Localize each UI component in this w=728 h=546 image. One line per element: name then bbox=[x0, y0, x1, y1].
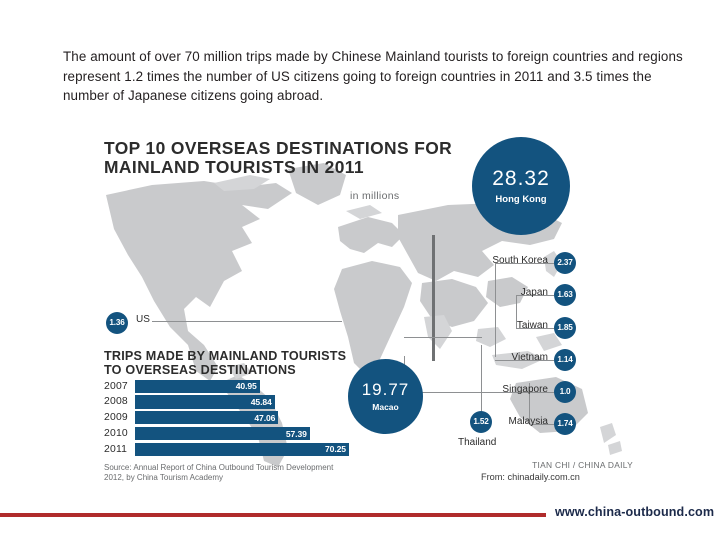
label-vietnam: Vietnam bbox=[511, 352, 548, 363]
footer-divider-rule bbox=[0, 513, 546, 517]
bar-label-2011: 2011 bbox=[104, 443, 128, 455]
bubble-taiwan bbox=[554, 317, 576, 339]
bubble-hong-kong-label: Hong Kong bbox=[495, 193, 547, 205]
bar-track-2009 bbox=[135, 411, 349, 424]
bubble-macao-value: 19.77 bbox=[361, 380, 410, 400]
connector-thailand-horizontal bbox=[404, 337, 482, 338]
bubble-taiwan-value: 1.85 bbox=[557, 322, 573, 332]
infographic-subtitle: in millions bbox=[350, 190, 400, 202]
bar-value-2010: 57.39 bbox=[285, 428, 307, 439]
bubble-malaysia bbox=[554, 413, 576, 435]
label-us: US bbox=[136, 314, 150, 325]
bar-value-2011: 70.25 bbox=[324, 444, 346, 455]
bar-track-2007 bbox=[135, 380, 349, 393]
bubble-us-value: 1.36 bbox=[109, 317, 125, 327]
bubble-vietnam-value: 1.14 bbox=[557, 354, 573, 364]
bubble-singapore bbox=[554, 381, 576, 403]
bar-fill-2009 bbox=[135, 411, 278, 424]
footer-website-url: www.china-outbound.com bbox=[555, 505, 715, 519]
bar-value-2008: 45.84 bbox=[250, 396, 272, 407]
label-taiwan: Taiwan bbox=[516, 320, 548, 331]
bar-value-2007: 40.95 bbox=[235, 381, 257, 392]
bubble-thailand-value: 1.52 bbox=[473, 416, 489, 426]
bubble-hong-kong-value: 28.32 bbox=[492, 166, 550, 190]
bubble-macao-label: Macao bbox=[372, 402, 399, 413]
bubble-japan bbox=[554, 284, 576, 306]
intro-paragraph: The amount of over 70 million trips made by Chinese Mainland tourists to foreign countries and regions represent 1.2 times the number of US citizens going to foreign countries in 2011 and 3.5 times the number of Japanese citizens going abroad. bbox=[63, 49, 683, 103]
bar-chart-title: TRIPS MADE BY MAINLAND TOURISTS TO OVERSEAS DESTINATIONS bbox=[104, 349, 347, 377]
bar-fill-2010 bbox=[135, 427, 310, 440]
connector-thailand bbox=[481, 345, 482, 412]
bar-value-2009: 47.06 bbox=[254, 412, 276, 423]
bar-fill-2011 bbox=[135, 443, 349, 456]
table-row bbox=[104, 427, 349, 440]
infographic-credit: TIAN CHI / CHINA DAILY bbox=[532, 460, 633, 470]
bubble-south-korea bbox=[554, 252, 576, 274]
label-singapore: Singapore bbox=[502, 384, 548, 395]
table-row bbox=[104, 411, 349, 424]
bar-track-2008 bbox=[135, 395, 349, 408]
table-row bbox=[104, 380, 349, 393]
chart-source-note: Source: Annual Report of China Outbound Tourism Development 2012, by China Tourism Academy bbox=[104, 462, 334, 482]
table-row bbox=[104, 395, 349, 408]
bubble-japan-value: 1.63 bbox=[557, 289, 573, 299]
bar-track-2011 bbox=[135, 443, 349, 456]
bar-label-2010: 2010 bbox=[104, 428, 128, 440]
bar-fill-2008 bbox=[135, 395, 275, 408]
bubble-south-korea-value: 2.37 bbox=[557, 257, 573, 267]
bar-label-2007: 2007 bbox=[104, 380, 128, 392]
bar-track-2010 bbox=[135, 427, 349, 440]
bubble-us bbox=[106, 312, 128, 334]
infographic-title: TOP 10 OVERSEAS DESTINATIONS FOR MAINLAND TOURISTS IN 2011 bbox=[104, 138, 453, 177]
bar-fill-2007 bbox=[135, 380, 260, 393]
label-thailand: Thailand bbox=[458, 437, 497, 448]
source-attribution: From: chinadaily.com.cn bbox=[481, 472, 580, 482]
bar-label-2009: 2009 bbox=[104, 412, 128, 424]
table-row bbox=[104, 443, 349, 456]
label-south-korea: South Korea bbox=[492, 255, 548, 266]
bubble-singapore-value: 1.0 bbox=[559, 386, 571, 396]
bar-label-2008: 2008 bbox=[104, 396, 128, 408]
bubble-thailand bbox=[470, 411, 492, 433]
bar-chart bbox=[104, 349, 349, 483]
connector-korea-vertical bbox=[495, 263, 496, 357]
connector-us bbox=[152, 321, 342, 322]
bubble-hong-kong bbox=[472, 137, 570, 235]
label-malaysia: Malaysia bbox=[508, 416, 548, 427]
bubble-malaysia-value: 1.74 bbox=[557, 418, 573, 428]
bubble-macao bbox=[348, 359, 423, 434]
label-japan: Japan bbox=[520, 287, 548, 298]
connector-hong-kong bbox=[432, 235, 435, 361]
bubble-vietnam bbox=[554, 349, 576, 371]
